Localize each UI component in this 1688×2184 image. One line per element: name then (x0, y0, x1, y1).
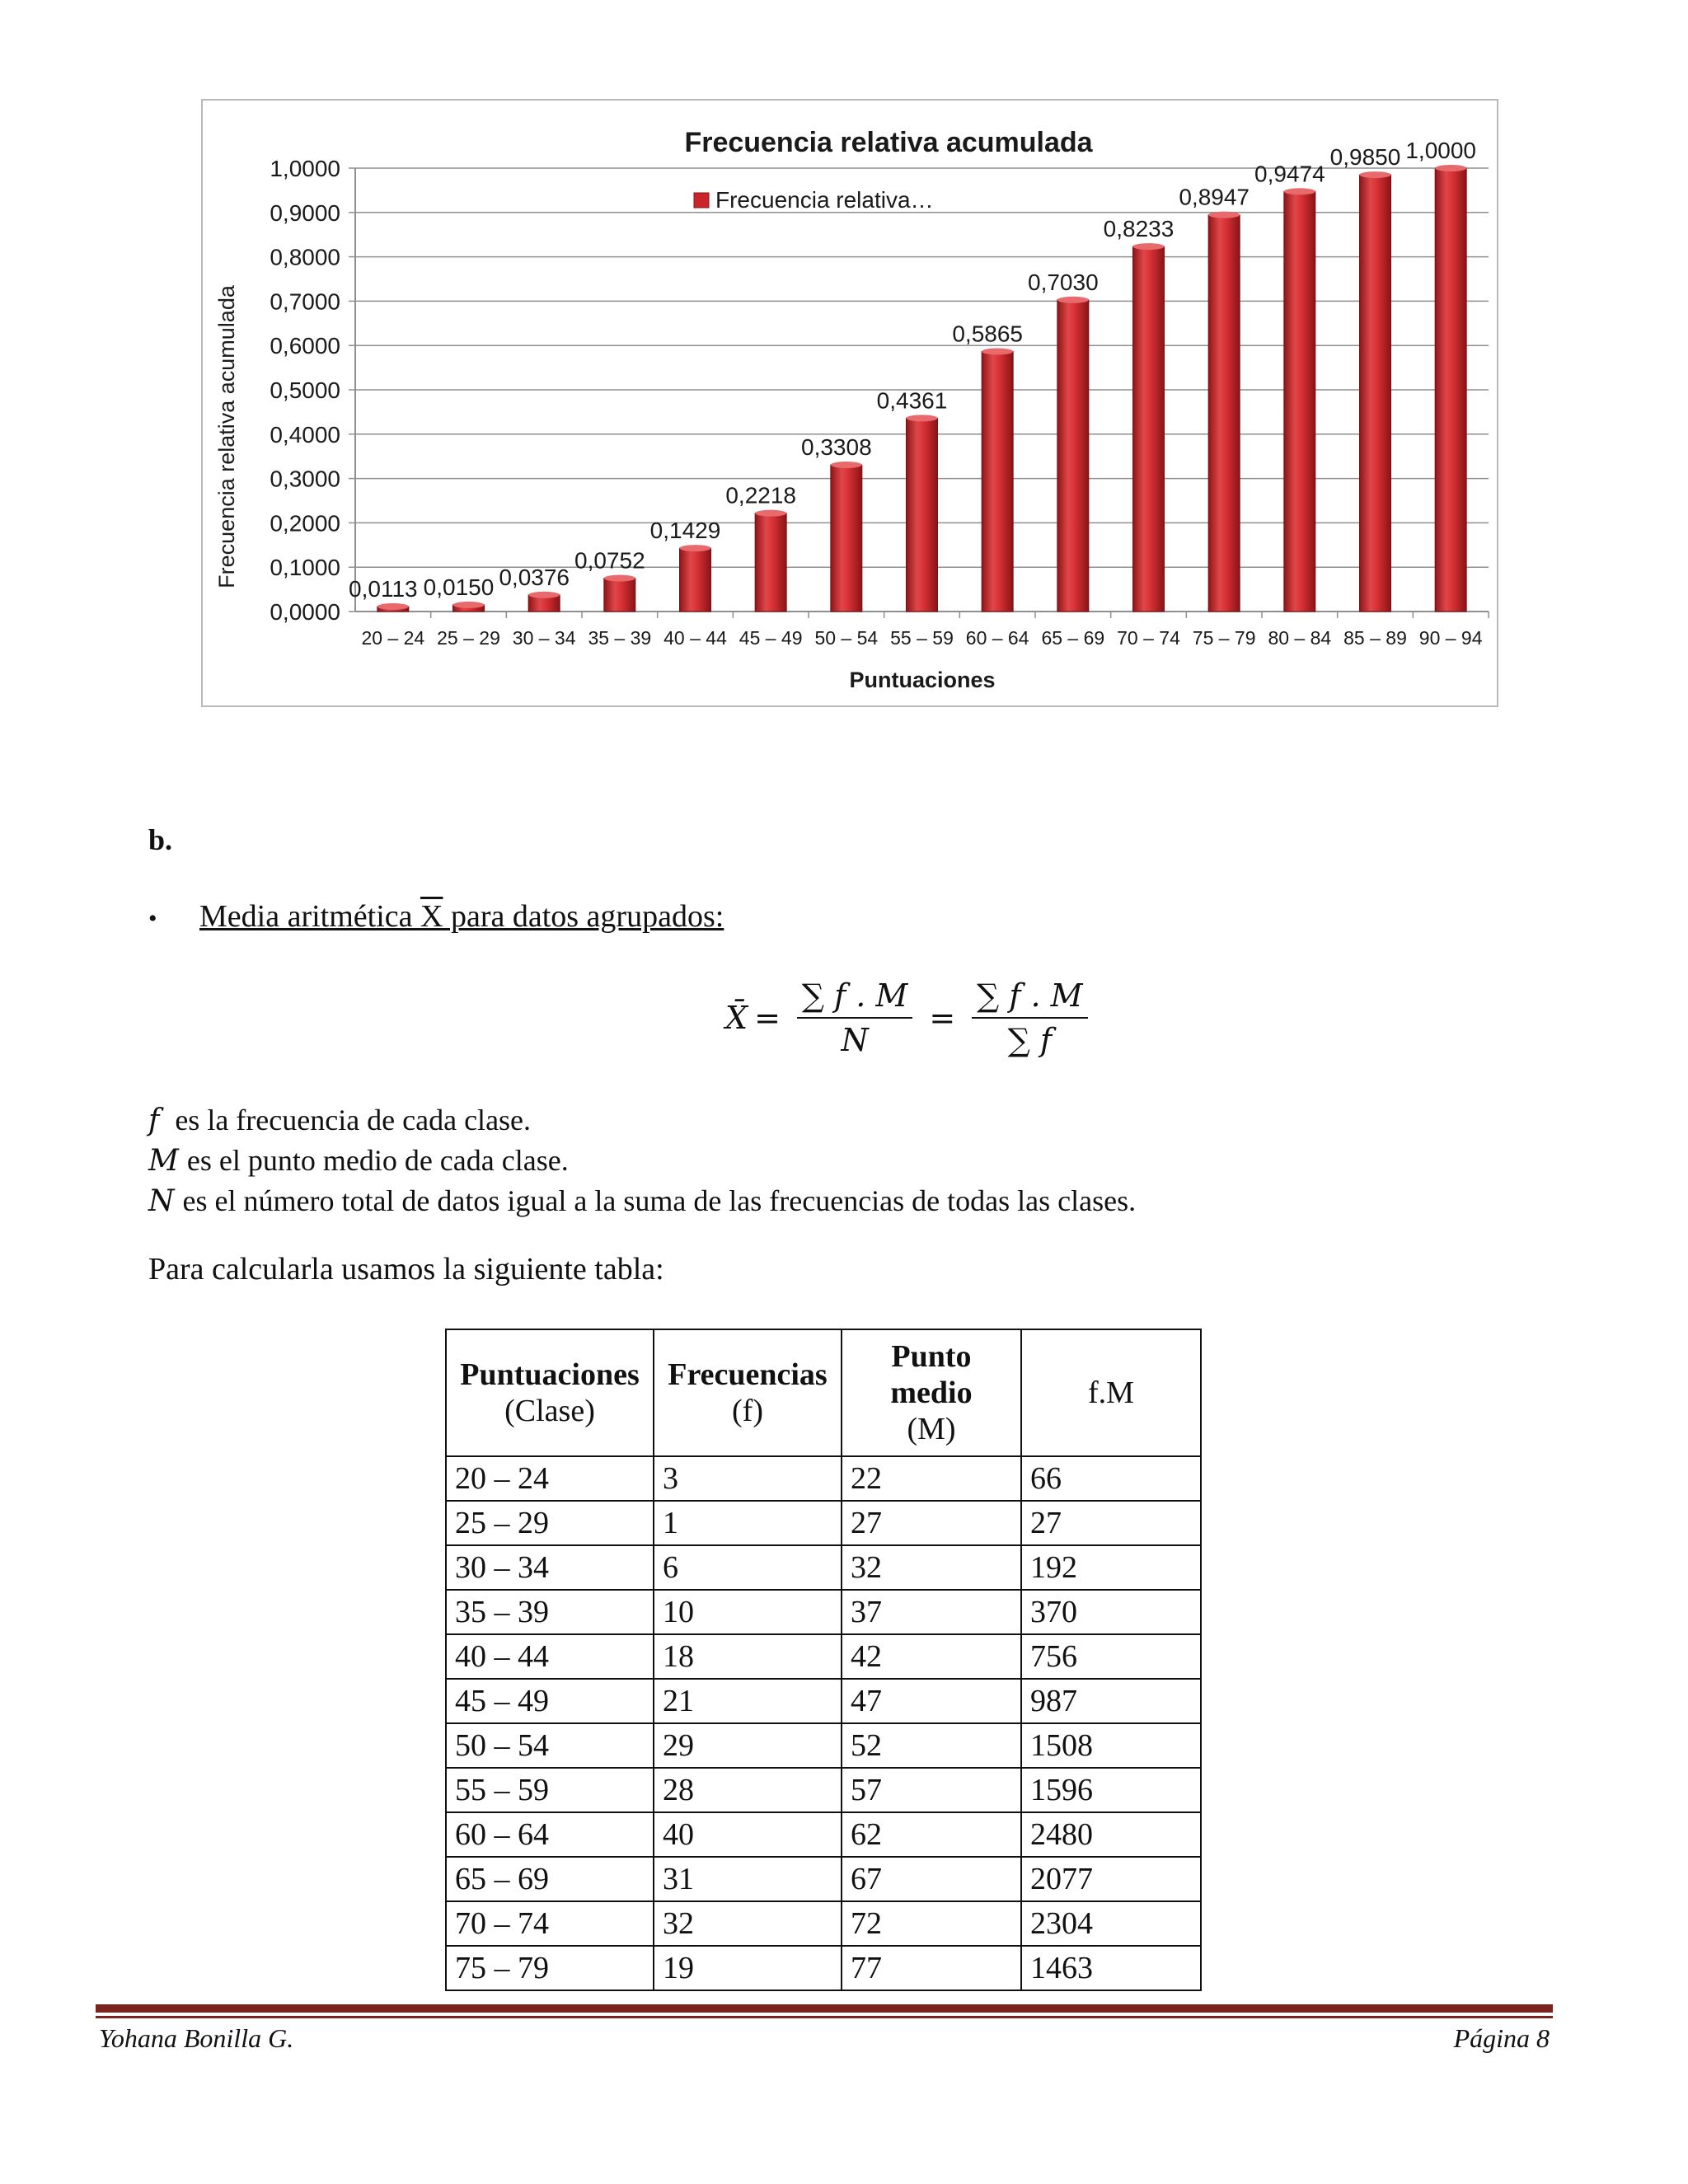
cell-clase: 65 – 69 (446, 1857, 654, 1901)
cell-frecuencia: 40 (654, 1812, 842, 1857)
data-label: 0,0150 (423, 574, 495, 600)
formula-denominator-2: ∑ f (1007, 1022, 1053, 1058)
header-frecuencias: Frecuencias (f) (654, 1329, 842, 1456)
footer-rule (96, 2004, 1553, 2013)
data-label: 0,0752 (574, 547, 645, 574)
cell-fm: 756 (1021, 1634, 1201, 1679)
cell-clase: 50 – 54 (446, 1723, 654, 1768)
cell-fm: 987 (1021, 1679, 1201, 1723)
x-tick-label: 80 – 84 (1268, 627, 1332, 649)
cell-punto-medio: 72 (842, 1901, 1021, 1946)
cell-frecuencia: 21 (654, 1679, 842, 1723)
cell-frecuencia: 10 (654, 1590, 842, 1634)
data-label: 0,9474 (1254, 161, 1325, 187)
cell-frecuencia: 6 (654, 1545, 842, 1590)
bar-top (1360, 171, 1391, 178)
bar (1133, 246, 1165, 612)
bar (604, 579, 635, 612)
cell-punto-medio: 67 (842, 1857, 1021, 1901)
y-tick-label: 0,5000 (270, 377, 340, 403)
bar-top (1284, 188, 1315, 194)
table-row (446, 1590, 1201, 1634)
data-label: 0,1429 (649, 518, 721, 544)
cell-frecuencia: 18 (654, 1634, 842, 1679)
table-row (446, 1456, 1201, 1501)
cell-clase: 70 – 74 (446, 1901, 654, 1946)
bar (1057, 300, 1089, 612)
cell-clase: 55 – 59 (446, 1768, 654, 1812)
bullet-heading (148, 898, 724, 935)
bar-top (982, 348, 1013, 354)
chart-x-axis-label: Puntuaciones (849, 668, 996, 692)
formula-eq-1: = (754, 1000, 781, 1036)
y-tick-label: 0,0000 (270, 599, 340, 625)
table-row (446, 1634, 1201, 1679)
bar-top (528, 592, 560, 598)
y-tick-label: 1,0000 (270, 156, 340, 181)
cell-punto-medio: 22 (842, 1456, 1021, 1501)
header-fm: f.M (1021, 1329, 1201, 1456)
cell-fm: 192 (1021, 1545, 1201, 1590)
y-tick-label: 0,4000 (270, 421, 340, 448)
cell-clase: 25 – 29 (446, 1501, 654, 1545)
bar-top (907, 415, 938, 421)
footer-page-number: Página 8 (1453, 2023, 1550, 2053)
cell-fm: 66 (1021, 1456, 1201, 1501)
table-row (446, 1545, 1201, 1590)
bar (1435, 168, 1466, 612)
cell-clase: 60 – 64 (446, 1812, 654, 1857)
x-tick-label: 55 – 59 (890, 627, 954, 649)
bar-top (831, 462, 862, 468)
data-label: 1,0000 (1405, 138, 1476, 163)
cell-punto-medio: 37 (842, 1590, 1021, 1634)
data-label: 0,8233 (1103, 216, 1175, 242)
cell-fm: 2077 (1021, 1857, 1201, 1901)
x-tick-label: 25 – 29 (437, 627, 500, 649)
cell-fm: 370 (1021, 1590, 1201, 1634)
bar (1360, 175, 1391, 612)
x-tick-label: 45 – 49 (738, 627, 803, 649)
cell-punto-medio: 77 (842, 1946, 1021, 1990)
y-tick-label: 0,2000 (270, 510, 340, 537)
x-tick-label: 20 – 24 (361, 627, 425, 649)
data-label: 0,9850 (1329, 144, 1401, 171)
definition-text: es el número total de datos igual a la suma de las frecuencias de todas las clases. (182, 1184, 1137, 1217)
table-row (446, 1679, 1201, 1723)
data-label: 0,4361 (876, 387, 948, 414)
cell-frecuencia: 32 (654, 1901, 842, 1946)
bar (831, 465, 862, 612)
definition-n (148, 1181, 1136, 1221)
table-row (446, 1768, 1201, 1812)
definition-symbol: M (148, 1144, 179, 1178)
bar (907, 418, 938, 612)
definition-symbol: f (148, 1104, 160, 1137)
formula-fraction-2 (972, 977, 1087, 1058)
bullet-text (199, 899, 724, 934)
bar-top (1133, 243, 1165, 250)
chart-title: Frecuencia relativa acumulada (684, 127, 1093, 158)
bar (680, 548, 711, 612)
y-tick-label: 0,6000 (270, 333, 340, 359)
chart-canvas (203, 101, 1497, 705)
cell-fm: 2480 (1021, 1812, 1201, 1857)
x-tick-label: 90 – 94 (1418, 627, 1483, 649)
cell-punto-medio: 62 (842, 1812, 1021, 1857)
cell-clase: 20 – 24 (446, 1456, 654, 1501)
cell-fm: 2304 (1021, 1901, 1201, 1946)
table-intro: Para calcularla usamos la siguiente tabla: (148, 1252, 664, 1286)
formula-lhs: X̄ (725, 1000, 748, 1036)
cell-punto-medio: 42 (842, 1634, 1021, 1679)
legend-label: Frecuencia relativa… (715, 187, 934, 213)
formula-fraction-1 (797, 977, 912, 1058)
bar-top (604, 575, 635, 582)
data-label: 0,8947 (1179, 184, 1250, 210)
bar-top (1208, 212, 1240, 218)
bar-top (680, 545, 711, 551)
section-label: b. (148, 823, 173, 856)
bar (755, 513, 786, 612)
bullet-text-before: Media aritmética (199, 899, 420, 934)
table-header-row (446, 1329, 1201, 1456)
cell-clase: 40 – 44 (446, 1634, 654, 1679)
chart-y-axis-label: Frecuencia relativa acumulada (214, 285, 239, 588)
cell-frecuencia: 29 (654, 1723, 842, 1768)
footer-rule-thin (96, 2016, 1553, 2018)
bar-top (1435, 165, 1466, 171)
footer-author: Yohana Bonilla G. (99, 2023, 294, 2053)
y-tick-label: 0,8000 (270, 244, 340, 270)
symbol-definitions (148, 1100, 1136, 1221)
formula-numerator-1: ∑ f . M (797, 977, 912, 1019)
x-tick-label: 75 – 79 (1192, 627, 1256, 649)
formula-eq-2: = (929, 1000, 956, 1036)
y-tick-label: 0,9000 (270, 199, 340, 226)
definition-text: es el punto medio de cada clase. (186, 1144, 569, 1177)
definition-f (148, 1100, 1136, 1141)
y-tick-label: 0,3000 (270, 466, 340, 492)
cell-frecuencia: 19 (654, 1946, 842, 1990)
chart-legend (694, 187, 934, 213)
bar (1208, 215, 1240, 612)
x-tick-label: 40 – 44 (663, 627, 727, 649)
data-label: 0,2218 (725, 482, 796, 509)
data-label: 0,3308 (801, 434, 872, 461)
y-tick-label: 0,1000 (270, 555, 340, 581)
y-tick-label: 0,7000 (270, 288, 340, 315)
cell-frecuencia: 1 (654, 1501, 842, 1545)
x-tick-label: 30 – 34 (512, 627, 576, 649)
x-bar-symbol: X (420, 899, 443, 934)
cell-fm: 1508 (1021, 1723, 1201, 1768)
data-label: 0,0113 (349, 575, 418, 602)
cell-clase: 45 – 49 (446, 1679, 654, 1723)
bar-top (1057, 297, 1089, 303)
x-tick-label: 70 – 74 (1117, 627, 1180, 649)
header-puntuaciones: Puntuaciones (Clase) (446, 1329, 654, 1456)
table-row (446, 1812, 1201, 1857)
table-row (446, 1501, 1201, 1545)
cell-punto-medio: 27 (842, 1501, 1021, 1545)
bar-top (377, 603, 409, 610)
cell-clase: 75 – 79 (446, 1946, 654, 1990)
cumulative-frequency-chart (201, 99, 1498, 707)
cell-clase: 35 – 39 (446, 1590, 654, 1634)
table-row (446, 1857, 1201, 1901)
cell-fm: 1463 (1021, 1946, 1201, 1990)
header-punto-medio: Punto medio (M) (842, 1329, 1021, 1456)
cell-punto-medio: 52 (842, 1723, 1021, 1768)
frequency-table (445, 1329, 1202, 1991)
definition-text: es la frecuencia de cada clase. (167, 1104, 532, 1137)
data-label: 0,5865 (952, 321, 1023, 347)
bar-top (755, 510, 786, 517)
formula-denominator-1: N (841, 1022, 869, 1058)
cell-clase: 30 – 34 (446, 1545, 654, 1590)
cell-frecuencia: 3 (654, 1456, 842, 1501)
data-label: 0,0376 (499, 564, 570, 590)
x-tick-label: 85 – 89 (1343, 627, 1407, 649)
x-tick-label: 65 – 69 (1041, 627, 1105, 649)
bar (982, 351, 1013, 612)
cell-fm: 1596 (1021, 1768, 1201, 1812)
x-tick-label: 60 – 64 (965, 627, 1029, 649)
x-tick-label: 50 – 54 (814, 627, 879, 649)
cell-punto-medio: 47 (842, 1679, 1021, 1723)
x-tick-label: 35 – 39 (588, 627, 652, 649)
bar-top (453, 602, 485, 608)
formula-numerator-2: ∑ f . M (972, 977, 1087, 1019)
definition-symbol: N (148, 1184, 175, 1218)
cell-fm: 27 (1021, 1501, 1201, 1545)
cell-frecuencia: 31 (654, 1857, 842, 1901)
mean-formula (725, 972, 1098, 1063)
table-row (446, 1946, 1201, 1990)
legend-swatch (694, 193, 709, 208)
table-row (446, 1901, 1201, 1946)
bullet-symbol: • (148, 905, 157, 932)
data-label: 0,7030 (1028, 269, 1099, 295)
cell-punto-medio: 32 (842, 1545, 1021, 1590)
table-row (446, 1723, 1201, 1768)
definition-m (148, 1141, 1136, 1181)
bullet-text-after: para datos agrupados: (443, 899, 724, 934)
cell-punto-medio: 57 (842, 1768, 1021, 1812)
bar (1284, 191, 1315, 612)
cell-frecuencia: 28 (654, 1768, 842, 1812)
